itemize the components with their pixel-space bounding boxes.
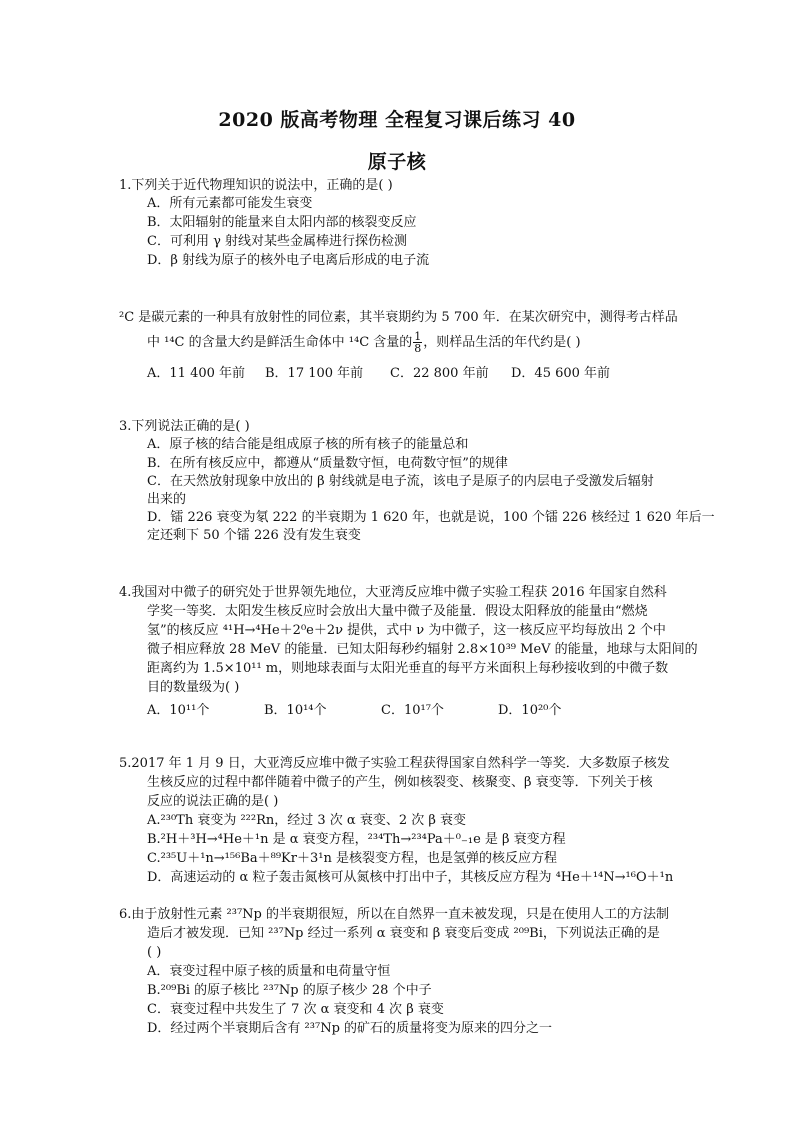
question-1-stem: 1.下列关于近代物理知识的说法中，正确的是( ) [119, 178, 393, 193]
document-subtitle: 原子核 [367, 151, 427, 173]
question-5-line-3: 反应的说法正确的是( ) [147, 794, 279, 809]
question-2-text-b: ，则样品生活的年代约是( ) [423, 335, 581, 350]
question-5-option-c: C.²³⁵U＋¹n→¹⁵⁶Ba＋⁸⁹Kr＋3¹n 是核裂变方程，也是氢弹的核反应方程 [147, 851, 557, 866]
question-3-option-d-line2: 定还剩下 50 个镭 226 没有发生衰变 [147, 528, 361, 543]
question-4-option-d: D．10²⁰个 [498, 703, 562, 718]
question-5-line-2: 生核反应的过程中都伴随着中微子的产生，例如核裂变、核聚变、β 衰变等．下列关于核 [147, 775, 653, 790]
question-6-option-b: B.²⁰⁹Bi 的原子核比 ²³⁷Np 的原子核少 28 个中子 [147, 983, 432, 998]
question-3-option-c-line2: 出来的 [147, 492, 187, 507]
fraction [413, 331, 422, 354]
question-4-line-4: 微子相应释放 28 MeV 的能量．已知太阳每秒约辐射 2.8×10³⁹ MeV 的能量，地球与太阳间的 [147, 642, 698, 657]
question-3-stem: 3.下列说法正确的是( ) [119, 419, 250, 434]
question-3-option-b: B．在所有核反应中，都遵从“质量数守恒，电荷数守恒”的规律 [147, 456, 508, 471]
question-2-option-c: C．22 800 年前 [390, 366, 489, 381]
question-2-option-d: D．45 600 年前 [511, 366, 611, 381]
document-title: 2020 版高考物理 全程复习课后练习 40 [218, 109, 576, 131]
question-6-option-a: A．衰变过程中原子核的质量和电荷量守恒 [147, 964, 391, 979]
question-4-line-3: 氢”的核反应 ⁴¹H→⁴He＋2⁰e＋2ν 提供，式中 ν 为中微子，这一核反应平均每放出 2 个中 [147, 623, 666, 638]
question-4-line-6: 目的数量级为( ) [147, 680, 240, 695]
question-5-line-1: 5.2017 年 1 月 9 日，大亚湾反应堆中微子实验工程获得国家自然科学一等奖．大多数原子核发 [119, 756, 670, 771]
question-2-options [147, 362, 610, 381]
question-6-line-1: 6.由于放射性元素 ²³⁷Np 的半衰期很短，所以在自然界一直未被发现，只是在使用人工的方法制 [119, 907, 669, 922]
question-6-option-c: C．衰变过程中共发生了 7 次 α 衰变和 4 次 β 衰变 [147, 1002, 444, 1017]
question-2-stem: ²C 是碳元素的一种具有放射性的同位素，其半衰期约为 5 700 年．在某次研究中，测得考古样品 [119, 310, 678, 325]
question-2-continuation [147, 330, 581, 356]
question-5-option-d: D．高速运动的 α 粒子轰击氮核可从氮核中打出中子，其核反应方程为 ⁴He＋¹⁴N→¹⁶O＋¹n [147, 870, 674, 885]
question-1-option-b: B．太阳辐射的能量来自太阳内部的核裂变反应 [147, 215, 417, 230]
question-1-option-d: D．β 射线为原子的核外电子电离后形成的电子流 [147, 253, 430, 268]
question-1-option-c: C．可利用 γ 射线对某些金属棒进行探伤检测 [147, 234, 407, 249]
question-4-line-5: 距离约为 1.5×10¹¹ m，则地球表面与太阳光垂直的每平方米面积上每秒接收到的中微子数 [147, 661, 669, 676]
question-1-option-a: A．所有元素都可能发生衰变 [147, 196, 313, 211]
question-6-line-2: 造后才被发现．已知 ²³⁷Np 经过一系列 α 衰变和 β 衰变后变成 ²⁰⁹Bi，下列说法正确的是 [147, 926, 660, 941]
question-6-line-3: ( ) [147, 945, 162, 960]
question-6-option-d: D．经过两个半衰期后含有 ²³⁷Np 的矿石的质量将变为原来的四分之一 [147, 1021, 553, 1036]
question-4-option-a: A．10¹¹个 [147, 703, 210, 718]
question-4-line-2: 学奖一等奖．太阳发生核反应时会放出大量中微子及能量．假设太阳释放的能量由“燃烧 [147, 604, 648, 619]
question-2-option-b: B．17 100 年前 [265, 366, 364, 381]
question-4-options [147, 699, 561, 718]
question-3-option-a: A．原子核的结合能是组成原子核的所有核子的能量总和 [147, 437, 469, 452]
fraction-denominator: 8 [414, 342, 422, 355]
question-5-option-b: B.²H＋³H→⁴He＋¹n 是 α 衰变方程，²³⁴Th→²³⁴Pa＋⁰₋₁e 是 β 衰变方程 [147, 832, 566, 847]
question-2-text-a: 中 ¹⁴C 的含量大约是鲜活生命体中 ¹⁴C 含量的 [147, 335, 413, 350]
fraction-numerator: 1 [414, 330, 422, 343]
question-5-option-a: A.²³⁰Th 衰变为 ²²²Rn，经过 3 次 α 衰变、2 次 β 衰变 [147, 813, 467, 828]
question-4-option-c: C．10¹⁷个 [381, 703, 444, 718]
question-3-option-c-line1: C．在天然放射现象中放出的 β 射线就是电子流，该电子是原子的内层电子受激发后辐射 [147, 474, 654, 489]
question-4-option-b: B．10¹⁴个 [264, 703, 327, 718]
question-3-option-d-line1: D．镭 226 衰变为氡 222 的半衰期为 1 620 年，也就是说，100 个镭 226 核经过 1 620 年后一 [147, 510, 715, 525]
question-2-option-a: A．11 400 年前 [147, 366, 246, 381]
question-4-line-1: 4.我国对中微子的研究处于世界领先地位，大亚湾反应堆中微子实验工程获 2016 年国家自然科 [119, 585, 667, 600]
